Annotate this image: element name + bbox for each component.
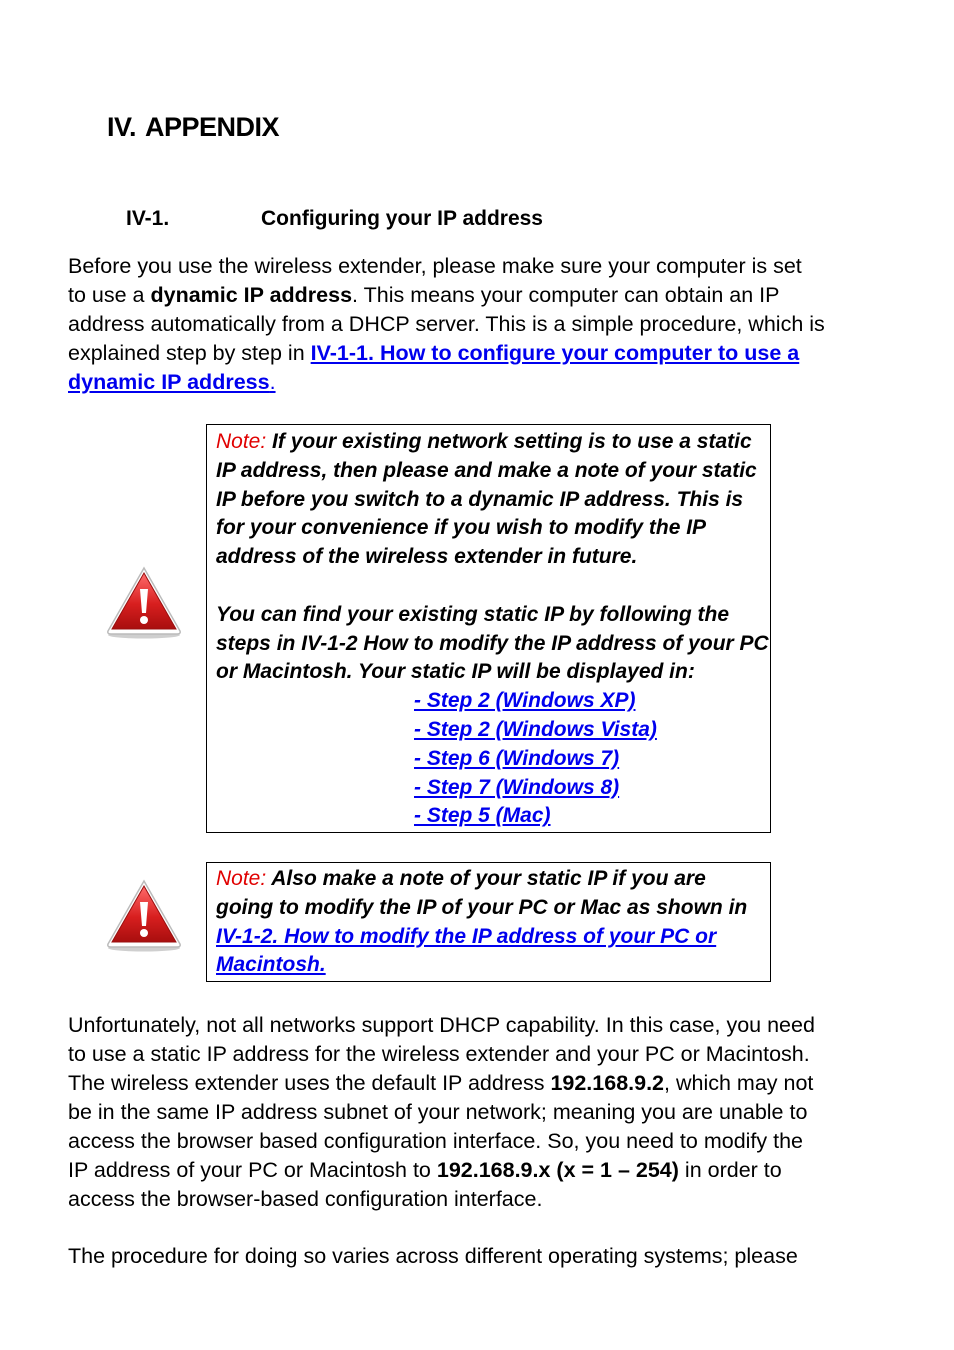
intro-line	[68, 368, 898, 397]
body-line: The procedure for doing so varies across different operating systems; please	[68, 1244, 798, 1268]
modify-ip-link[interactable]: IV-1-2. How to modify the IP address of your PC or	[216, 924, 717, 948]
intro-text: . This means your computer can obtain an IP	[352, 283, 780, 307]
step-item	[216, 687, 766, 716]
ip-range: 192.168.9.x (x = 1 – 254)	[436, 1158, 679, 1182]
intro-line	[68, 339, 898, 368]
dhcp-paragraph	[68, 1011, 898, 1214]
note-line	[216, 951, 766, 980]
intro-line	[68, 281, 898, 310]
warning-icon	[105, 565, 183, 639]
step-link-windows-8[interactable]: - Step 7 (Windows 8)	[414, 775, 620, 799]
step-item	[216, 802, 766, 831]
dynamic-ip-emphasis: dynamic IP address	[150, 283, 353, 307]
step-link-windows-7[interactable]: - Step 6 (Windows 7)	[414, 746, 620, 770]
procedure-paragraph	[68, 1242, 898, 1271]
step-item	[216, 716, 766, 745]
intro-paragraph	[68, 252, 898, 397]
body-text: , which may not	[664, 1071, 814, 1095]
section-number: IV-1.	[126, 207, 170, 230]
note-box-modify-ip	[206, 862, 771, 982]
body-line: to use a static IP address for the wireless extender and your PC or Macintosh.	[68, 1042, 810, 1066]
section-title: Configuring your IP address	[261, 207, 543, 230]
body-text: in order to	[678, 1158, 782, 1182]
note-line	[216, 865, 766, 894]
note-label: Note:	[216, 430, 267, 453]
note-text: going to modify the IP of your PC or Mac as shown in	[216, 895, 748, 919]
note-blank-line	[216, 572, 766, 601]
body-line	[68, 1069, 898, 1098]
note-line: IP address, then please and make a note of your static	[216, 458, 757, 482]
step-item	[216, 774, 766, 803]
body-text: The wireless extender uses the default IP address	[68, 1071, 551, 1095]
link-tail[interactable]: .	[269, 370, 276, 394]
body-line: access the browser based configuration interface. So, you need to modify the	[68, 1129, 804, 1153]
body-line: be in the same IP address subnet of your network; meaning you are unable to	[68, 1100, 808, 1124]
note-box-static-ip	[206, 424, 771, 833]
default-ip: 192.168.9.2	[550, 1071, 665, 1095]
note-label: Note:	[216, 867, 267, 890]
note-line: You can find your existing static IP by following the	[216, 602, 729, 626]
heading-number: IV.	[107, 112, 137, 142]
note-line	[216, 428, 766, 457]
step-link-windows-xp[interactable]: - Step 2 (Windows XP)	[414, 689, 636, 713]
note-line	[216, 923, 766, 952]
intro-text: to use a	[68, 283, 151, 307]
appendix-heading	[107, 112, 279, 143]
step-link-windows-vista[interactable]: - Step 2 (Windows Vista)	[414, 717, 657, 741]
body-text: IP address of your PC or Macintosh to	[68, 1158, 437, 1182]
body-line	[68, 1156, 898, 1185]
body-line: Unfortunately, not all networks support DHCP capability. In this case, you need	[68, 1013, 815, 1037]
note-line: steps in IV-1-2 How to modify the IP address of your PC	[216, 631, 769, 655]
note-text: Also make a note of your static IP if you are	[266, 867, 706, 890]
note-line: IP before you switch to a dynamic IP address. This is	[216, 487, 744, 511]
note-line	[216, 894, 766, 923]
configure-dynamic-ip-link[interactable]: IV-1-1. How to configure your computer to use a	[310, 341, 800, 365]
step-link-mac[interactable]: - Step 5 (Mac)	[414, 804, 551, 828]
note-content	[216, 865, 766, 980]
intro-text: explained step by step in	[68, 341, 311, 365]
body-line: access the browser-based configuration interface.	[68, 1187, 543, 1211]
configure-dynamic-ip-link-cont[interactable]: dynamic IP address	[68, 370, 270, 394]
note-line: for your convenience if you wish to modify the IP	[216, 516, 707, 540]
note-content	[216, 428, 769, 831]
heading-title: APPENDIX	[145, 112, 280, 142]
intro-line: Before you use the wireless extender, please make sure your computer is set	[68, 254, 802, 278]
step-item	[216, 745, 766, 774]
note-line: address of the wireless extender in future.	[216, 545, 638, 569]
intro-line: address automatically from a DHCP server. This is a simple procedure, which is	[68, 312, 825, 336]
note-text: If your existing network setting is to use a static	[266, 430, 752, 453]
modify-ip-link-cont[interactable]: Macintosh.	[216, 953, 326, 977]
note-line: or Macintosh. Your static IP will be displayed in:	[216, 660, 695, 684]
warning-icon	[105, 878, 183, 952]
